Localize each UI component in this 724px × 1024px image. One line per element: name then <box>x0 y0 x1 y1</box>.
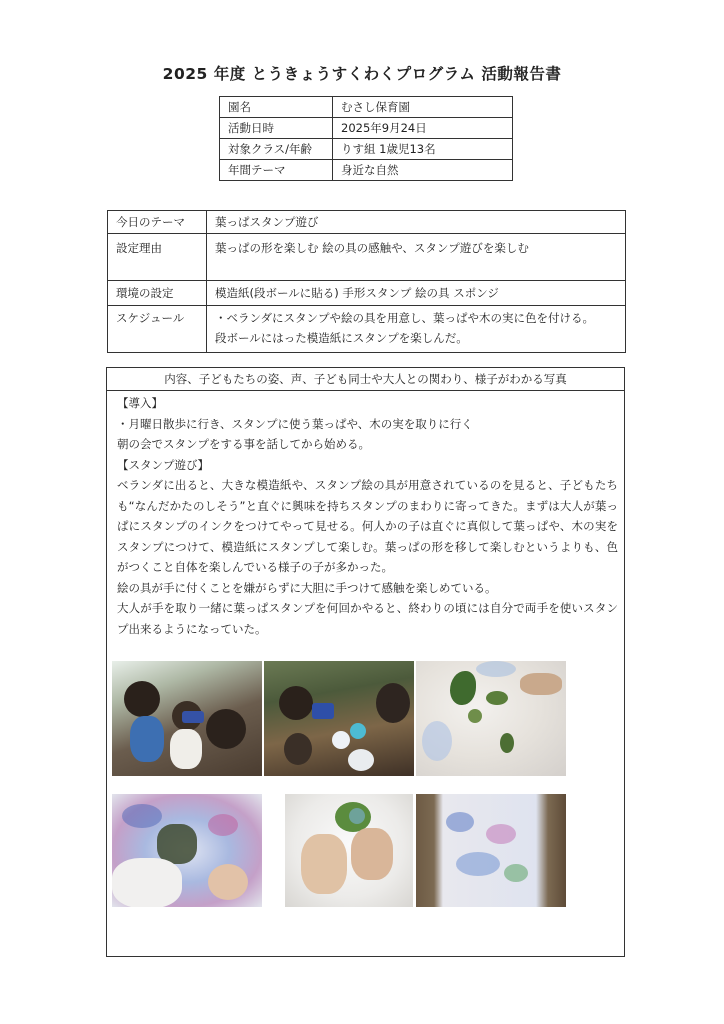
schedule-line: ・ベランダにスタンプや絵の具を用意し、葉っぱや木の実に色を付ける。 <box>215 311 595 325</box>
plan-row-theme <box>108 211 626 234</box>
plan-row-environment <box>108 281 626 306</box>
info-label: 対象クラス/年齢 <box>220 139 333 160</box>
plan-value: 模造紙(段ボールに貼る) 手形スタンプ 絵の具 スポンジ <box>207 281 626 306</box>
plan-label: 設定理由 <box>108 234 207 281</box>
section-title: 【スタンプ遊び】 <box>117 457 209 472</box>
info-label: 活動日時 <box>220 118 333 139</box>
info-value: 身近な自然 <box>333 160 513 181</box>
photo-paint-stamping <box>112 794 262 907</box>
info-value: 2025年9月24日 <box>333 118 513 139</box>
body-paragraph: ベランダに出ると、大きな模造紙や、スタンプ絵の具が用意されているのを見ると、子どもたちも“なんだかたのしそう”と直ぐに興味を持ちスタンプのまわりに寄ってきた。まずは大人が葉っぱにスタンプのインクをつけてやって見せる。何人かの子は直ぐに真似して葉っぱや、木の実をスタンプにつけて、模造紙にスタンプして楽しむ。葉っぱの形を移して楽しむというよりも、色がつくこと自体を楽しんでいる様子の子が多かった。 <box>117 478 618 574</box>
photo-hands-stamping <box>285 794 413 907</box>
info-label: 園名 <box>220 97 333 118</box>
plan-row-reason <box>108 234 626 281</box>
info-row-school <box>220 97 513 118</box>
plan-label: スケジュール <box>108 306 207 353</box>
plan-row-schedule <box>108 306 626 353</box>
report-title: 2025 年度 とうきょうすくわくプログラム 活動報告書 <box>162 65 562 83</box>
plan-label: 環境の設定 <box>108 281 207 306</box>
section-title: 【導入】 <box>117 396 163 410</box>
info-table <box>219 96 513 181</box>
photo-children-at-table <box>112 661 262 776</box>
content-body <box>107 391 624 639</box>
body-paragraph: 絵の具が手に付くことを嫌がらずに大胆に手つけて感触を楽しめている。 <box>117 580 497 595</box>
info-row-annual-theme <box>220 160 513 181</box>
photo-stamp-table <box>264 661 414 776</box>
plan-value <box>207 306 626 353</box>
plan-label: 今日のテーマ <box>108 211 207 234</box>
plan-value: 葉っぱの形を楽しむ 絵の具の感触や、スタンプ遊びを楽しむ <box>207 234 626 281</box>
info-value: りす組 1歳児13名 <box>333 139 513 160</box>
content-section <box>106 367 625 957</box>
photo-finished-artwork <box>416 794 566 907</box>
body-line: 朝の会でスタンプをする事を話してから始める。 <box>117 437 370 451</box>
body-line: ・月曜日散歩に行き、スタンプに使う葉っぱや、木の実を取りに行く <box>117 416 473 431</box>
info-row-class <box>220 139 513 160</box>
plan-table <box>107 210 626 353</box>
schedule-line: 段ボールにはった模造紙にスタンプを楽しんだ。 <box>215 331 468 345</box>
content-header: 内容、子どもたちの姿、声、子ども同士や大人との関わり、様子がわかる写真 <box>107 368 624 391</box>
plan-value: 葉っぱスタンプ遊び <box>207 211 626 234</box>
body-paragraph: 大人が手を取り一緒に葉っぱスタンプを何回かやると、終わりの頃には自分で両手を使いスタンプ出来るようになっていた。 <box>117 601 618 636</box>
info-label: 年間テーマ <box>220 160 333 181</box>
info-row-date <box>220 118 513 139</box>
photo-leaf-prints <box>416 661 566 776</box>
info-value: むさし保育園 <box>333 97 513 118</box>
